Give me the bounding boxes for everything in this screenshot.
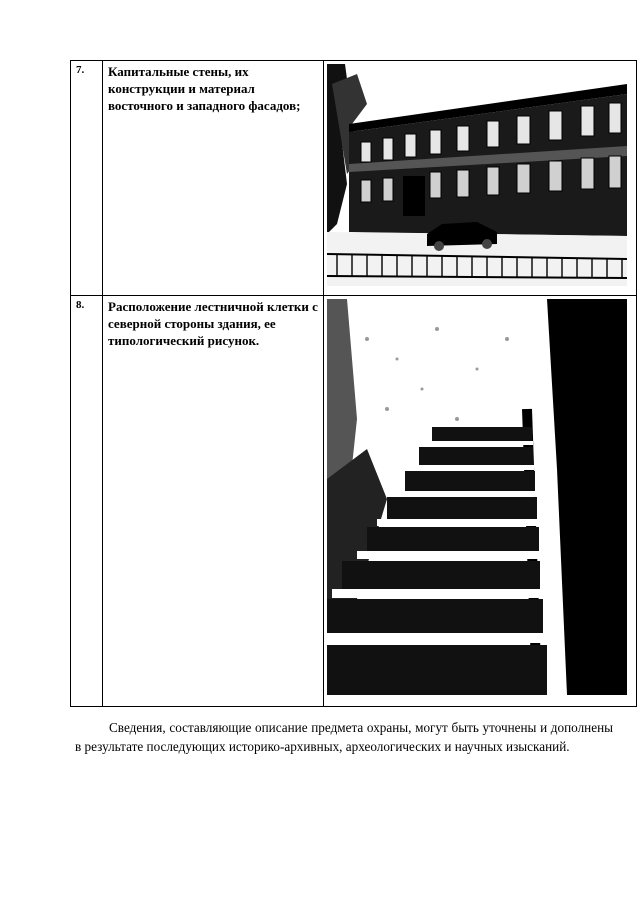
protection-notes-paragraph: Сведения, составляющие описание предмета охраны, могут быть уточнены и дополнены в результате последующих историко-архивных, археологических и научных изысканий.	[75, 720, 613, 754]
table-row	[71, 296, 637, 707]
row-photo-cell	[324, 296, 637, 707]
row-number: 8.	[71, 296, 103, 707]
row-number: 7.	[71, 61, 103, 296]
building-facade-photo	[327, 64, 627, 286]
table-row	[71, 61, 637, 296]
row-description: Расположение лестничной клетки с северной стороны здания, ее типологический рисунок.	[103, 296, 324, 707]
staircase-photo	[327, 299, 627, 695]
row-photo-cell	[324, 61, 637, 296]
row-description: Капитальные стены, их конструкции и материал восточного и западного фасадов;	[103, 61, 324, 296]
protection-items-table	[70, 60, 637, 707]
